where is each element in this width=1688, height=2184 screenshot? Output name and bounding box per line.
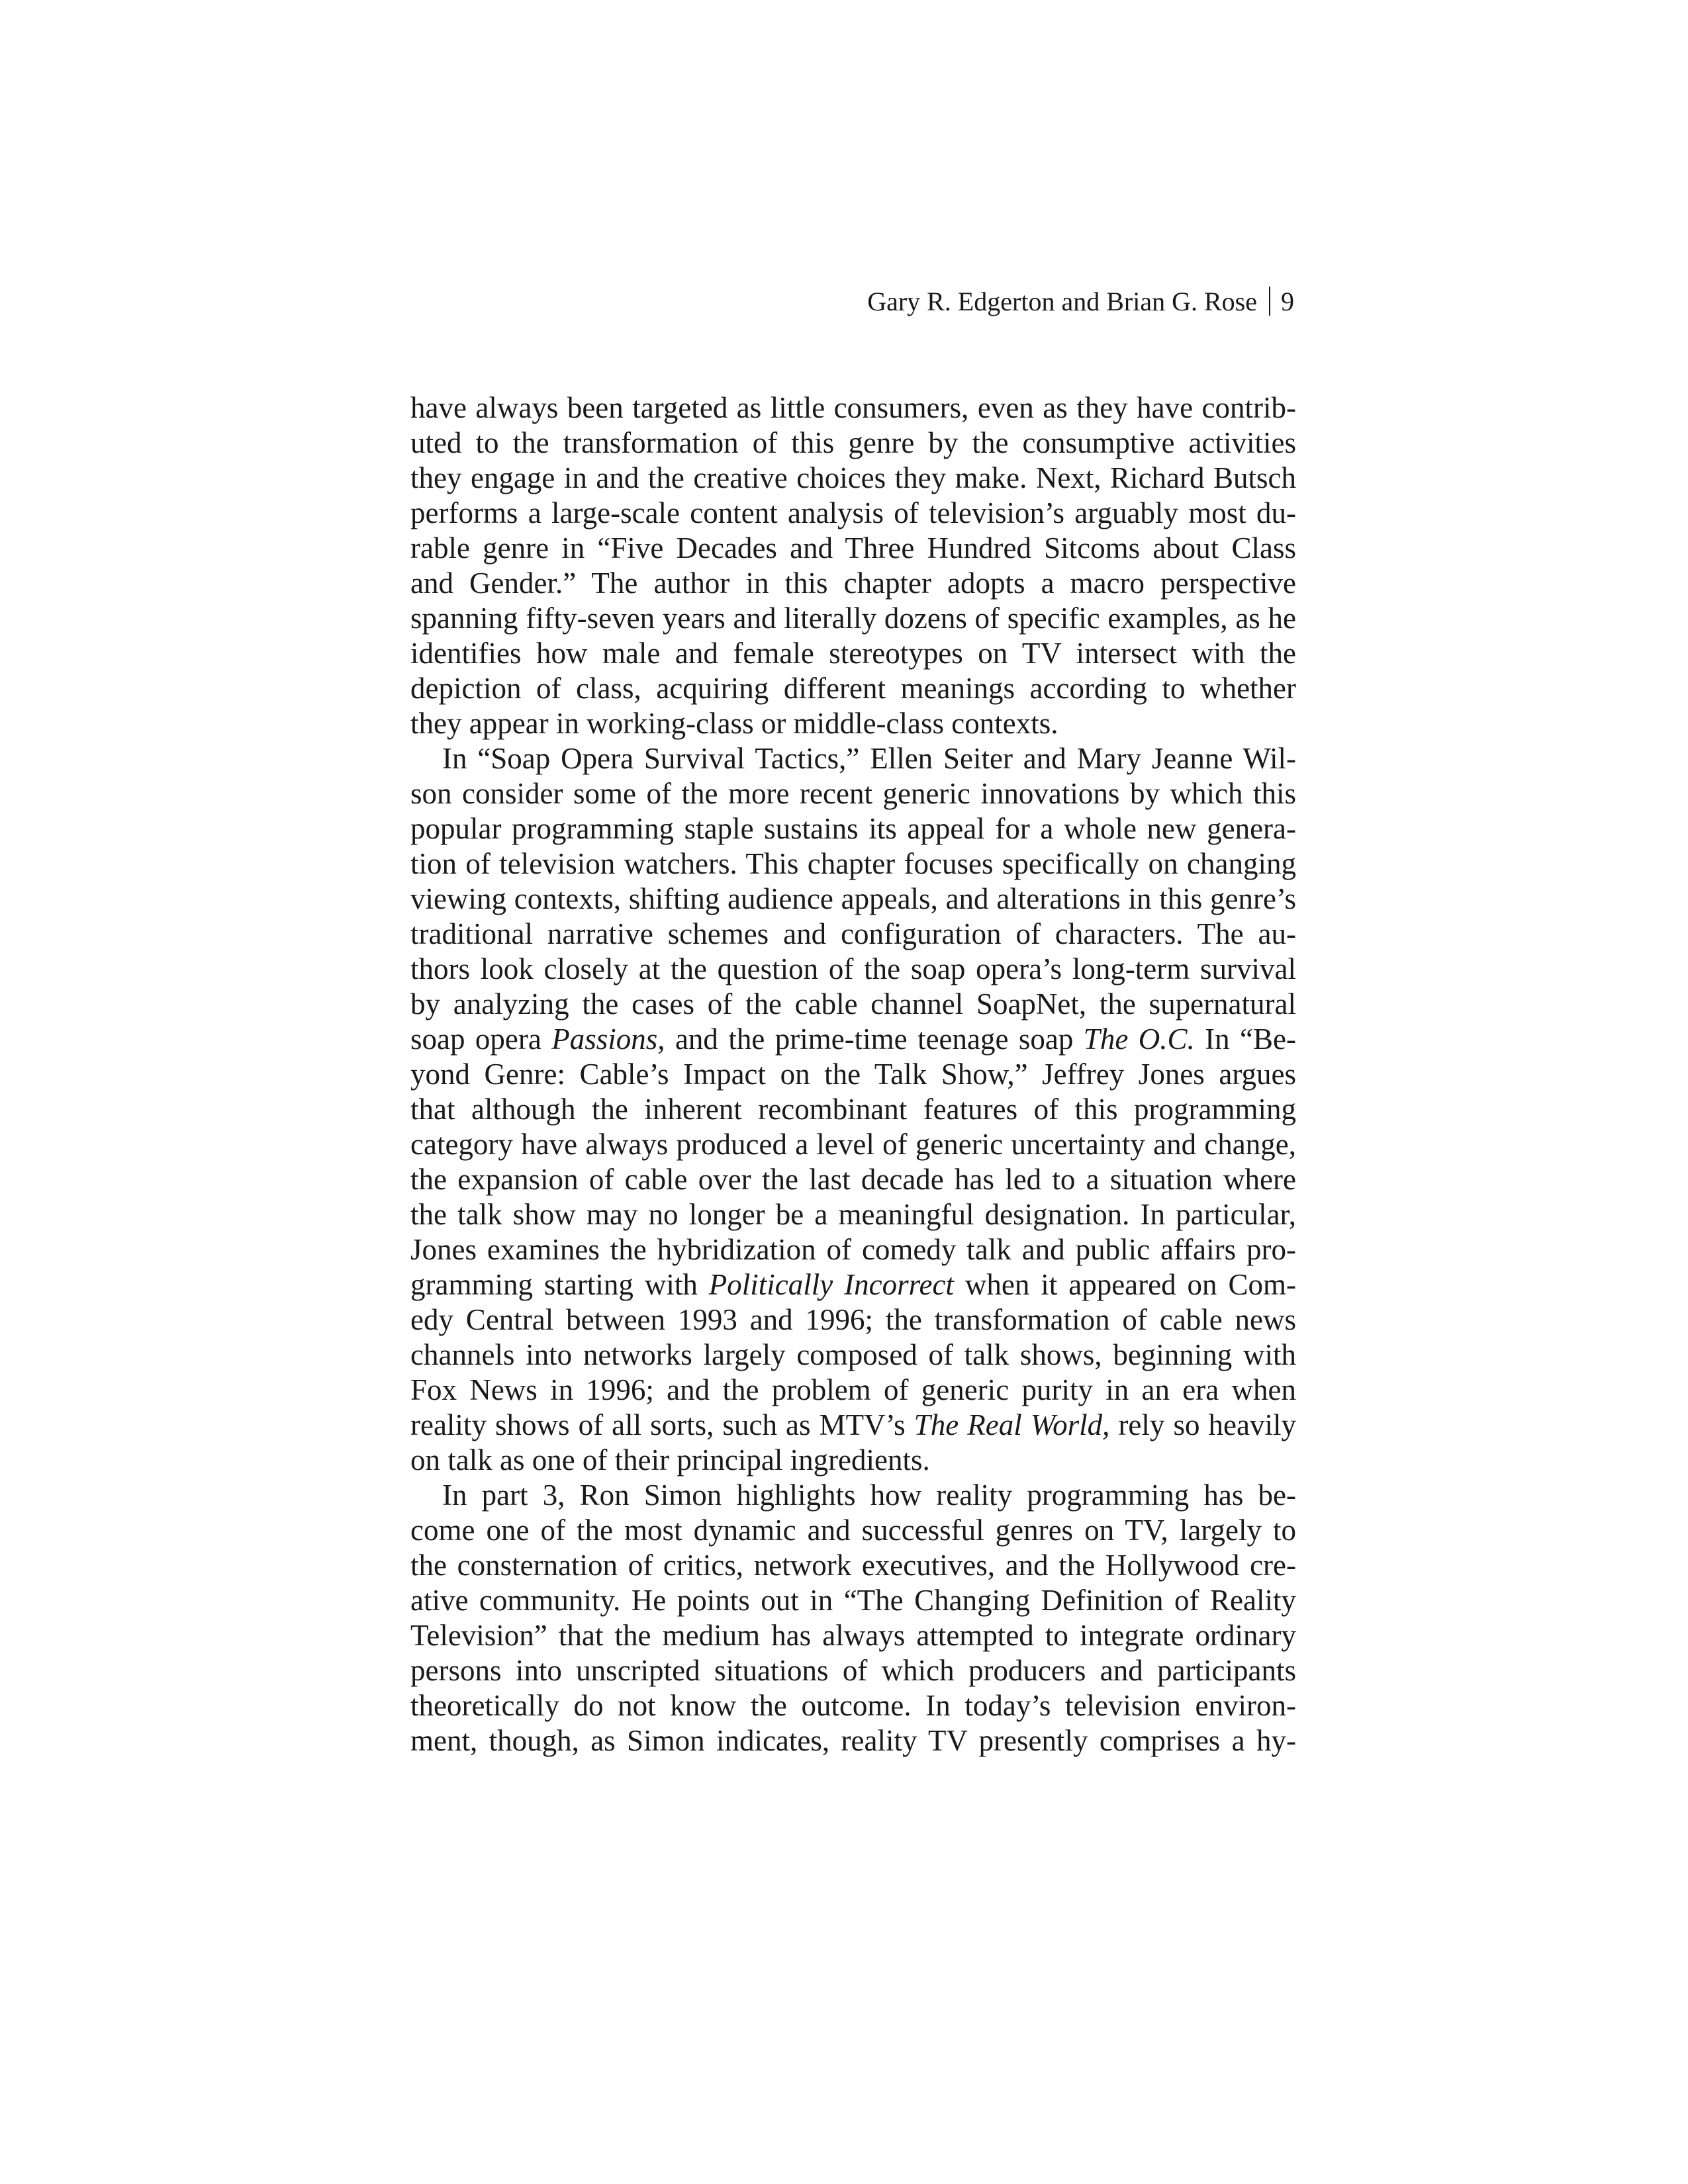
page-number: 9 [1281,287,1294,316]
running-head [867,285,1294,319]
text-line: category have always produced a level of generic uncertainty and change, [410,1128,1296,1161]
title-the-oc: The O.C. [1083,1023,1195,1056]
running-head-authors: Gary R. Edgerton and Brian G. Rose [867,287,1257,316]
text-line: Television” that the medium has always attempted to integrate ordinary [410,1619,1296,1652]
text-line: Jones examines the hybridization of comedy talk and public affairs pro- [410,1233,1296,1266]
text-line: yond Genre: Cable’s Impact on the Talk Show,” Jeffrey Jones argues [410,1058,1296,1091]
text-line: the expansion of cable over the last decade has led to a situation where [410,1163,1296,1196]
text-line: viewing contexts, shifting audience appeals, and alterations in this genre’s [410,882,1296,915]
text-line: soap opera Passions, and the prime-time teenage soap The O.C. In “Be- [410,1023,1296,1056]
text-line: the consternation of critics, network executives, and the Hollywood cre- [410,1549,1296,1582]
text-line: come one of the most dynamic and successful genres on TV, largely to [410,1514,1296,1547]
text-line: Fox News in 1996; and the problem of generic purity in an era when [410,1373,1296,1406]
text-line: rable genre in “Five Decades and Three Hundred Sitcoms about Class [410,531,1296,565]
text-line: gramming starting with Politically Incorrect when it appeared on Com- [410,1268,1296,1301]
text-line: on talk as one of their principal ingredients. [410,1443,930,1477]
text-line: have always been targeted as little consumers, even as they have contrib- [410,391,1296,424]
title-the-real-world: The Real World, [914,1408,1110,1441]
text-line: theoretically do not know the outcome. In today’s television environ- [410,1689,1296,1722]
text-line: performs a large-scale content analysis of television’s arguably most du- [410,496,1296,529]
text-line: popular programming staple sustains its appeal for a whole new genera- [410,812,1296,845]
text-line: son consider some of the more recent generic innovations by which this [410,777,1296,810]
text-line: identifies how male and female stereotypes on TV intersect with the [410,637,1296,670]
text-line: reality shows of all sorts, such as MTV’s The Real World, rely so heavily [410,1408,1296,1441]
text-line: thors look closely at the question of the soap opera’s long-term survival [410,952,1296,985]
text-line: tion of television watchers. This chapter focuses specifically on changing [410,847,1296,880]
body-text [410,390,1296,1758]
text-line: the talk show may no longer be a meaningful designation. In particular, [410,1198,1296,1231]
text-line: spanning fifty-seven years and literally dozens of specific examples, as he [410,602,1296,635]
text-line: they appear in working-class or middle-class contexts. [410,707,1058,740]
text-line: persons into unscripted situations of which producers and participants [410,1654,1296,1687]
title-passions: Passions, [551,1023,665,1056]
text-line: uted to the transformation of this genre by the consumptive activities [410,426,1296,459]
text-line: by analyzing the cases of the cable channel SoapNet, the supernatural [410,987,1296,1021]
text-line: depiction of class, acquiring different meanings according to whether [410,672,1296,705]
text-line: and Gender.” The author in this chapter adopts a macro perspective [410,567,1296,600]
text-line: edy Central between 1993 and 1996; the transformation of cable news [410,1303,1296,1336]
text-line: In part 3, Ron Simon highlights how reality programming has be- [442,1479,1296,1512]
text-line: they engage in and the creative choices they make. Next, Richard Butsch [410,461,1296,494]
title-politically-incorrect: Politically Incorrect [708,1268,954,1301]
text-line: channels into networks largely composed of talk shows, beginning with [410,1338,1296,1371]
text-line: In “Soap Opera Survival Tactics,” Ellen Seiter and Mary Jeanne Wil- [442,742,1296,775]
text-line: that although the inherent recombinant features of this programming [410,1093,1296,1126]
running-head-separator [1269,287,1270,316]
text-line: traditional narrative schemes and configuration of characters. The au- [410,917,1296,950]
text-line: ative community. He points out in “The Changing Definition of Reality [410,1584,1296,1617]
text-line: ment, though, as Simon indicates, reality TV presently comprises a hy- [410,1724,1296,1757]
